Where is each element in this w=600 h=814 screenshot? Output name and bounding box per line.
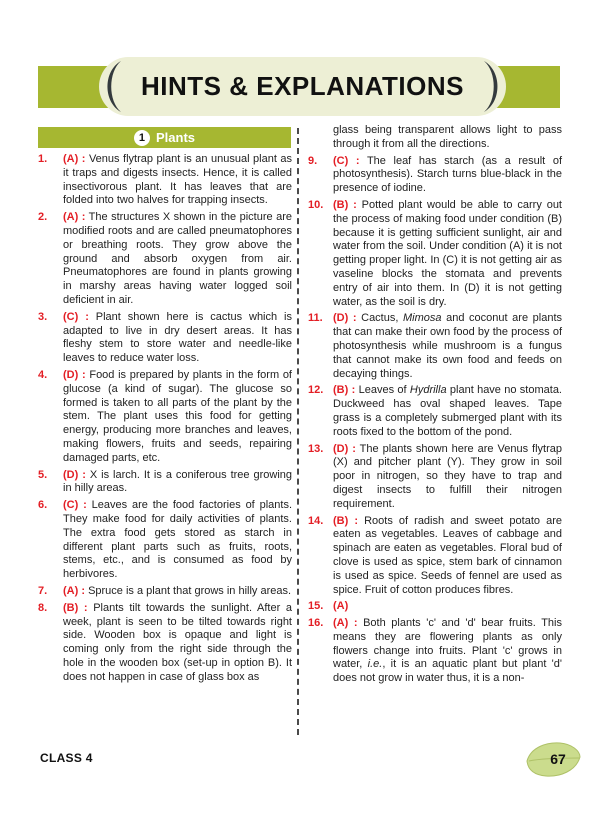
answer-option: (D) : [333,442,356,455]
item-number: 9. [308,154,318,167]
answer-option: (C) : [63,310,89,323]
item-text: glass being transparent allows light to pass through it from all the directions. [333,124,562,150]
item-number: 5. [38,468,48,481]
answer-option: (B) : [333,384,356,397]
answer-item [38,499,292,582]
answer-option: (A) [333,600,349,613]
item-text: (D) : Food is prepared by plants in the form of glucose (a kind of sugar). The glucose so formed is taken to all parts of the plant by the stem. The plant uses this food for getting energy, producing more branches and leaves, making flowers, fruits and seeds, repairing damaged parts, etc. [63,368,292,464]
answer-option: (C) : [63,499,87,512]
item-text: (A) : Venus flytrap plant is an unusual plant as it traps and digests insects. Hence, it is called insectivorous plant. It has leaves that are folded into two halves for trapping insects. [63,153,292,207]
left-paren-icon [103,60,123,113]
item-number: 13. [308,442,324,455]
item-number: 14. [308,514,324,527]
answer-item [308,124,562,152]
section-header [38,127,291,148]
item-number: 12. [308,384,324,397]
item-number: 2. [38,211,48,224]
item-number: 8. [38,601,48,614]
item-number: 4. [38,368,48,381]
leaf-page-number [525,740,583,779]
answer-item [308,155,562,196]
answer-item [38,369,292,466]
item-number: 15. [308,600,324,613]
header-pill [99,57,506,116]
item-number: 16. [308,617,324,630]
answer-option: (D) : [63,468,86,481]
answer-item [308,199,562,309]
column-divider [297,128,299,735]
page-number: 67 [550,750,566,767]
answer-item [308,384,562,439]
item-text: (C) : The leaf has starch (as a result of photosynthesis). Starch turns blue-black in the presence of iodine. [333,154,563,195]
column-right [308,124,562,689]
item-text: (D) : The plants shown here are Venus flytrap (X) and pitcher plant (Y). They grow in soil poor in nitrogen, so they have to trap and digest insects to fulfill their nitrogen requirement. [333,442,562,510]
item-text: (B) : Potted plant would be able to carry out the process of making food under condition (B) because it is getting sufficient sunlight, air and water from the soil. Under condition (A) it is not getting proper light. In (C) it is not getting air as vaseline blocks the stomata and prevents entry of air into them. In (D) it is not getting water, as the soil is dry. [333,198,562,308]
answer-option: (A) : [333,617,358,630]
answer-option: (A) : [63,153,86,165]
answer-item [38,211,292,308]
item-text: (D) : Cactus, Mimosa and coconut are plants that can make their own food by the process of photosynthesis while mushroom is a fungus that cannot make its own food and feeds on decaying things. [333,312,563,380]
answer-item [308,617,562,686]
item-text: (D) : X is larch. It is a coniferous tree growing in hilly areas. [63,468,292,495]
item-text: (B) : Roots of radish and sweet potato are eaten as vegetables. Leaves of cabbage and spinach are eaten as vegetables. Floral bud of clove is used as spice, stem bark of cinnamon is used as spice. Seeds of fennel are used as spice. Fruit of cotton produces fibres. [333,514,562,596]
answer-option: (C) : [333,154,360,167]
section-number-badge: 1 [134,130,150,146]
answer-item [308,312,562,381]
item-text: (B) : Plants tilt towards the sunlight. After a week, plant is seen to be tilted towards right side. Wooden box is opaque and light is coming only from the right side through the hole in the wooden box (set-up in option B). It does not happen in case of glass box as [63,601,292,683]
answer-option: (A) : [63,211,86,224]
answer-item [38,602,292,685]
answer-option: (D) : [333,312,357,325]
item-number [308,124,333,152]
item-number: 7. [38,584,48,597]
answer-item [308,443,562,512]
right-paren-icon [482,60,502,113]
answer-option: (B) : [333,198,357,211]
item-text: (A) : Spruce is a plant that grows in hilly areas. [63,584,292,597]
item-text: (C) : Plant shown here is cactus which is adapted to live in dry desert areas. It has fleshy stem to store water and needle-like leaves to reduce water loss. [63,310,292,365]
answer-option: (A) : [63,584,85,597]
answer-item [308,515,562,598]
answer-option: (D) : [63,368,86,381]
item-text: (B) : Leaves of Hydrilla plant have no stomata. Duckweed has oval shaped leaves. Tape grass is a completely submerged plant with its roots fixed to the bottom of the pond. [333,384,562,438]
answer-option: (B) : [63,601,88,614]
item-number: 1. [38,153,48,165]
item-number: 10. [308,198,324,211]
item-number: 11. [308,312,323,325]
item-number: 3. [38,310,48,323]
answer-item [38,311,292,366]
answer-item [308,600,562,614]
section-title: Plants [155,130,195,145]
column-left [38,153,292,687]
item-text [333,600,562,614]
answer-item [38,469,292,497]
item-number: 6. [38,499,48,512]
class-label: CLASS 4 [40,751,93,765]
answer-item [38,585,292,599]
item-text: (A) : The structures X shown in the picture are modified roots and are called pneumatophores or breathing roots. They grow above the ground and absorb oxygen from air. Pneumatophores are found in plants growing in marshy areas having water logged soil deficient in air. [63,211,292,306]
answer-item [38,153,292,208]
item-text: (C) : Leaves are the food factories of plants. They make food for daily activities of plants. The extra food gets stored as starch in different plant parts such as fruits, roots, stems, etc., and is consumed as food by herbivores. [63,499,292,581]
item-text: (A) : Both plants 'c' and 'd' bear fruits. This means they are flowering plants as only flowers change into fruits. Plant 'c' grows in water, i.e., it is an aquatic plant but plant 'd' does not grow in water thus, it is a non- [333,617,562,685]
page-title: HINTS & EXPLANATIONS [141,71,464,101]
answer-option: (B) : [333,514,359,527]
